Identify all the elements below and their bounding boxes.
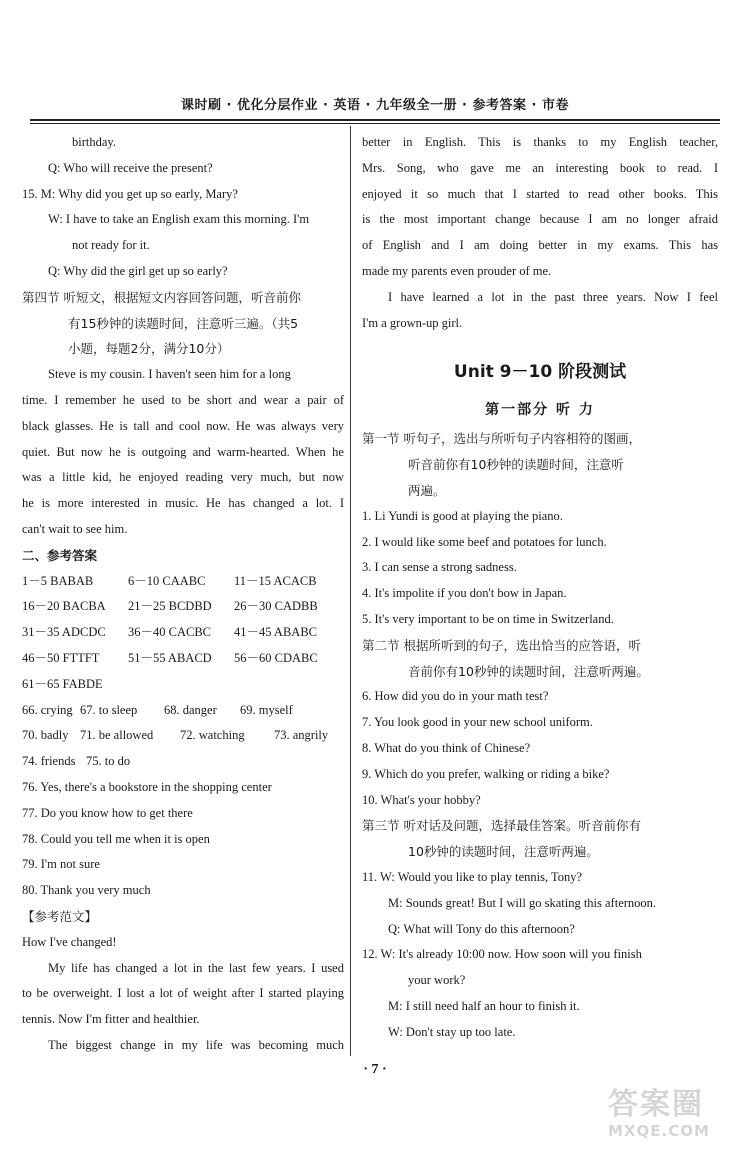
answer-group: 41－45 ABABC bbox=[234, 625, 318, 640]
passage-line: Steve is my cousin. I haven't seen him for a long bbox=[48, 367, 291, 382]
question-line: your work? bbox=[408, 973, 466, 988]
answer-item: 68. danger bbox=[164, 702, 217, 717]
answer-row bbox=[22, 594, 344, 620]
section-heading: 二、参考答案 bbox=[22, 547, 98, 563]
answer-group: 21－25 BCDBD bbox=[128, 599, 212, 614]
page-header: 课时刷 · 优化分层作业 · 英语 · 九年级全一册 · 参考答案 · 市卷 bbox=[181, 98, 569, 113]
section-instruction: 10秒钟的读题时间，注意听两遍。 bbox=[408, 844, 599, 860]
text-line: birthday. bbox=[72, 135, 116, 149]
page-number: · 7 · bbox=[363, 1062, 387, 1077]
answer-item: 75. to do bbox=[86, 754, 131, 769]
section-instruction: 第三节 听对话及问题，选择最佳答案。听音前你有 bbox=[362, 818, 641, 834]
section-instruction: 小题，每题2分，满分10分） bbox=[68, 341, 230, 357]
section-instruction: 听音前你有10秒钟的读题时间，注意听 bbox=[408, 457, 624, 473]
question-line: 7. You look good in your new school uniform. bbox=[362, 715, 593, 730]
section-instruction: 两遍。 bbox=[408, 482, 446, 498]
question-line: W: Don't stay up too late. bbox=[388, 1024, 516, 1039]
unit-title: Unit 9－10 阶段测试 bbox=[453, 362, 627, 383]
essay-line: tennis. Now I'm fitter and healthier. bbox=[22, 1012, 200, 1027]
answer-row: 80. Thank you very much bbox=[22, 883, 151, 898]
answer-item: 66. crying bbox=[22, 702, 73, 717]
passage-line: can't wait to see him. bbox=[22, 521, 128, 536]
answer-row bbox=[22, 698, 344, 724]
answer-item: 70. badly bbox=[22, 728, 69, 743]
answer-group: 51－55 ABACD bbox=[128, 650, 212, 665]
answer-item: 72. watching bbox=[180, 728, 245, 743]
essay-title: How I've changed! bbox=[22, 934, 117, 949]
watermark-text: 答案圈 bbox=[608, 1087, 704, 1122]
answer-item: 71. be allowed bbox=[80, 728, 154, 743]
part-title: 第一部分 听 力 bbox=[485, 402, 595, 419]
question-line: 8. What do you think of Chinese? bbox=[362, 740, 531, 755]
right-column bbox=[362, 130, 718, 1046]
essay-line: is the most important change because I am no longer afraid bbox=[362, 212, 718, 227]
answer-group: 46－50 FTTFT bbox=[22, 650, 100, 665]
answer-item: 69. myself bbox=[240, 702, 293, 717]
header-rule-thick bbox=[30, 119, 720, 121]
passage-line: time. I remember he used to be short and wear a pair of bbox=[22, 392, 344, 407]
watermark-url: MXQE.COM bbox=[608, 1122, 710, 1140]
passage-line: quiet. But now he is outgoing and warm-hearted. When he bbox=[22, 444, 344, 459]
question-line: 10. What's your hobby? bbox=[362, 792, 481, 807]
answer-row bbox=[22, 723, 344, 749]
left-column bbox=[22, 130, 344, 1059]
question-line: 11. W: Would you like to play tennis, Tony? bbox=[362, 869, 583, 884]
question-line: M: I still need half an hour to finish it. bbox=[388, 998, 580, 1013]
answer-row bbox=[22, 569, 344, 595]
question-line: 5. It's very important to be on time in Switzerland. bbox=[362, 611, 614, 626]
answer-group: 16－20 BACBA bbox=[22, 599, 106, 614]
answer-row bbox=[22, 646, 344, 672]
essay-line: better in English. This is thanks to my English teacher, bbox=[362, 135, 718, 149]
answer-row: 77. Do you know how to get there bbox=[22, 805, 193, 820]
header-rule-thin bbox=[30, 123, 720, 124]
section-heading: 【参考范文】 bbox=[22, 908, 98, 924]
text-line: not ready for it. bbox=[72, 238, 150, 253]
answer-row: 79. I'm not sure bbox=[22, 857, 100, 872]
question-line: M: Sounds great! But I will go skating this afternoon. bbox=[388, 895, 657, 910]
answer-group: 26－30 CADBB bbox=[234, 599, 318, 614]
answer-group: 31－35 ADCDC bbox=[22, 625, 106, 640]
question-line: 4. It's impolite if you don't bow in Japan. bbox=[362, 586, 567, 601]
section-instruction: 第一节 听句子，选出与所听句子内容相符的图画， bbox=[362, 431, 641, 447]
question-line: 3. I can sense a strong sadness. bbox=[362, 560, 517, 575]
essay-line: My life has changed a lot in the last few years. I used bbox=[48, 960, 344, 975]
text-line: W: I have to take an English exam this morning. I'm bbox=[48, 212, 310, 227]
column-divider bbox=[350, 126, 351, 1056]
question-line: Q: What will Tony do this afternoon? bbox=[388, 921, 575, 936]
text-line: Q: Why did the girl get up so early? bbox=[48, 263, 228, 278]
essay-line: made my parents even prouder of me. bbox=[362, 263, 552, 278]
question-line: 12. W: It's already 10:00 now. How soon will you finish bbox=[362, 947, 642, 962]
essay-line: I have learned a lot in the past three years. Now I feel bbox=[388, 289, 718, 304]
answer-group: 11－15 ACACB bbox=[234, 573, 317, 588]
answer-item: 74. friends bbox=[22, 754, 76, 769]
essay-line: to be overweight. I lost a lot of weight after I started playing bbox=[22, 986, 344, 1001]
section-instruction: 第二节 根据所听到的句子，选出恰当的应答语，听 bbox=[362, 637, 641, 653]
answer-row: 76. Yes, there's a bookstore in the shopping center bbox=[22, 779, 272, 794]
question-line: 9. Which do you prefer, walking or riding a bike? bbox=[362, 766, 610, 781]
passage-line: was a little kid, he enjoyed reading very much, but now bbox=[22, 470, 344, 485]
essay-line: of English and I am doing better in my exams. This has bbox=[362, 238, 718, 253]
answer-row: 78. Could you tell me when it is open bbox=[22, 831, 210, 846]
text-line: 15. M: Why did you get up so early, Mary? bbox=[22, 186, 238, 201]
spacer bbox=[362, 336, 718, 350]
essay-line: Mrs. Song, who gave me an interesting book to read. I bbox=[362, 160, 718, 175]
question-line: 2. I would like some beef and potatoes for lunch. bbox=[362, 534, 607, 549]
answer-group: 56－60 CDABC bbox=[234, 650, 318, 665]
answer-item: 73. angrily bbox=[274, 728, 329, 743]
essay-line: The biggest change in my life was becoming much bbox=[48, 1037, 344, 1052]
essay-line: enjoyed it so much that I started to read other books. This bbox=[362, 186, 718, 201]
question-line: 1. Li Yundi is good at playing the piano. bbox=[362, 508, 563, 523]
question-line: 6. How did you do in your math test? bbox=[362, 689, 549, 704]
answer-group: 6－10 CAABC bbox=[128, 573, 206, 588]
watermark-logo bbox=[608, 1088, 736, 1146]
section-instruction: 音前你有10秒钟的读题时间，注意听两遍。 bbox=[408, 663, 649, 679]
answer-item: 67. to sleep bbox=[80, 702, 138, 717]
section-instruction: 第四节 听短文，根据短文内容回答问题，听音前你 bbox=[22, 289, 301, 305]
essay-line: I'm a grown-up girl. bbox=[362, 315, 463, 330]
section-instruction: 有15秒钟的读题时间，注意听三遍。（共5 bbox=[68, 315, 299, 331]
answer-row bbox=[22, 749, 344, 775]
answer-row bbox=[22, 620, 344, 646]
answer-group: 1－5 BABAB bbox=[22, 573, 94, 588]
answer-row: 61－65 FABDE bbox=[22, 676, 103, 691]
passage-line: he is more interested in music. He has changed a lot. I bbox=[22, 496, 344, 511]
answer-group: 36－40 CACBC bbox=[128, 625, 212, 640]
passage-line: black glasses. He is tall and cool now. He was always very bbox=[22, 418, 344, 433]
text-line: Q: Who will receive the present? bbox=[48, 160, 213, 175]
